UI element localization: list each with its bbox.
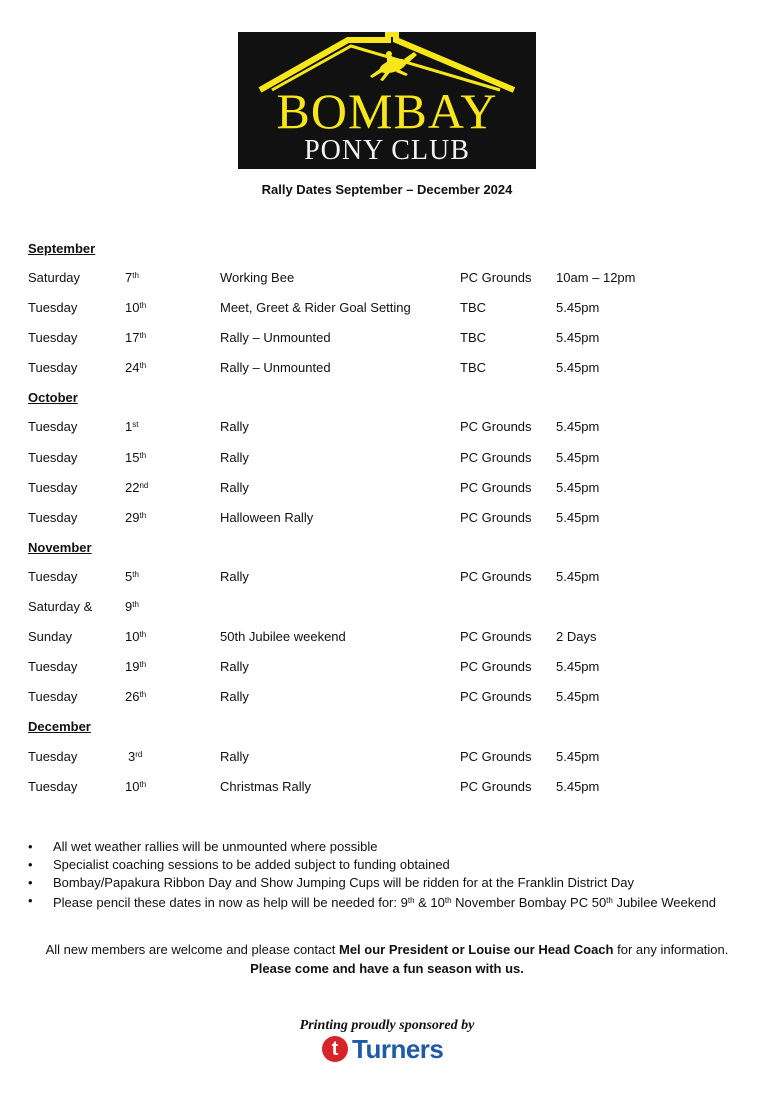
location-cell: PC Grounds (460, 510, 532, 525)
month-heading: October (28, 390, 78, 405)
event-cell: Rally (220, 480, 249, 495)
contact-names: Mel our President or Louise our Head Coach (338, 942, 614, 957)
schedule-row (0, 270, 774, 288)
sponsor-line: Printing proudly sponsored by (299, 1018, 475, 1033)
day-cell: Tuesday (28, 360, 78, 375)
date-cell: 10th (125, 779, 147, 794)
schedule-row (0, 779, 774, 797)
club-logo (238, 32, 536, 169)
event-cell: Meet, Greet & Rider Goal Setting (220, 300, 411, 315)
day-cell: Sunday (28, 629, 73, 644)
date-cell: 24th (125, 360, 147, 375)
time-cell: 5.45pm (556, 779, 600, 794)
location-cell: TBC (460, 360, 486, 375)
note-item: • Specialist coaching sessions to be added subject to funding obtained (28, 856, 758, 874)
day-cell: Tuesday (28, 480, 78, 495)
month-heading: November (28, 540, 92, 555)
schedule-row (0, 419, 774, 437)
event-cell: Halloween Rally (220, 510, 314, 525)
turners-wordmark: Turners (352, 1034, 444, 1064)
time-cell: 5.45pm (556, 450, 600, 465)
event-cell: Rally (220, 419, 249, 434)
event-cell: Rally (220, 569, 249, 584)
date-cell: 9th (125, 599, 139, 614)
time-cell: 5.45pm (556, 419, 600, 434)
note-item: • Please pencil these dates in now as help will be needed for: 9th & 10th November Bombay PC 50th Jubilee Weekend (28, 892, 758, 912)
note-item: • All wet weather rallies will be unmounted where possible (28, 838, 758, 856)
date-cell: 17th (125, 330, 147, 345)
location-cell: PC Grounds (460, 659, 532, 674)
logo-title: BOMBAY (276, 83, 498, 139)
turners-mark-icon: t (322, 1036, 348, 1062)
day-cell: Saturday (28, 270, 81, 285)
location-cell: PC Grounds (460, 569, 532, 584)
event-cell: Rally (220, 689, 249, 704)
location-cell: PC Grounds (460, 779, 532, 794)
schedule-row (0, 480, 774, 498)
page-title: Rally Dates September – December 2024 (261, 182, 513, 197)
month-heading: September (28, 241, 96, 256)
closing-line: Please come and have a fun season with us. (250, 961, 524, 976)
event-cell: Rally (220, 749, 249, 764)
schedule-row (0, 300, 774, 318)
event-cell: Working Bee (220, 270, 295, 285)
month-heading: December (28, 719, 91, 734)
date-cell: 29th (125, 510, 147, 525)
note-item: • Bombay/Papakura Ribbon Day and Show Jumping Cups will be ridden for at the Franklin District Day (28, 874, 758, 892)
day-cell: Tuesday (28, 419, 78, 434)
time-cell: 5.45pm (556, 659, 600, 674)
schedule-row (0, 599, 774, 617)
time-cell: 5.45pm (556, 330, 600, 345)
schedule-row (0, 749, 774, 767)
schedule-row (0, 330, 774, 348)
date-cell: 10th (125, 629, 147, 644)
day-cell: Tuesday (28, 689, 78, 704)
date-cell: 19th (125, 659, 147, 674)
notes-list (28, 838, 758, 912)
schedule-row (0, 360, 774, 378)
day-cell: Tuesday (28, 779, 78, 794)
date-cell: 10th (125, 300, 147, 315)
date-cell: 22nd (125, 480, 149, 495)
logo-subtitle: PONY CLUB (304, 135, 470, 166)
event-cell: Christmas Rally (220, 779, 312, 794)
schedule-row (0, 629, 774, 647)
date-cell: 5th (125, 569, 139, 584)
location-cell: TBC (460, 300, 486, 315)
day-cell: Tuesday (28, 569, 78, 584)
time-cell: 5.45pm (556, 480, 600, 495)
schedule-row (0, 659, 774, 677)
date-cell: 3rd (128, 749, 143, 764)
date-cell: 7th (125, 270, 139, 285)
time-cell: 10am – 12pm (556, 270, 636, 285)
time-cell: 5.45pm (556, 360, 600, 375)
day-cell: Tuesday (28, 510, 78, 525)
location-cell: PC Grounds (460, 419, 532, 434)
event-cell: Rally (220, 659, 249, 674)
schedule-row (0, 450, 774, 468)
location-cell: TBC (460, 330, 486, 345)
day-cell: Saturday & (28, 599, 93, 614)
date-cell: 15th (125, 450, 147, 465)
date-cell: 26th (125, 689, 147, 704)
time-cell: 5.45pm (556, 689, 600, 704)
location-cell: PC Grounds (460, 480, 532, 495)
time-cell: 5.45pm (556, 569, 600, 584)
event-cell: Rally – Unmounted (220, 360, 331, 375)
time-cell: 5.45pm (556, 510, 600, 525)
event-cell: Rally (220, 450, 249, 465)
date-cell: 1st (125, 419, 139, 434)
schedule-row (0, 510, 774, 528)
schedule-row (0, 569, 774, 587)
day-cell: Tuesday (28, 659, 78, 674)
day-cell: Tuesday (28, 749, 78, 764)
event-cell: Rally – Unmounted (220, 330, 331, 345)
welcome-message: All new members are welcome and please contact Mel our President or Louise our Head Coach for any information. Please come and have a fun season with us. (45, 942, 729, 976)
day-cell: Tuesday (28, 450, 78, 465)
day-cell: Tuesday (28, 330, 78, 345)
time-cell: 2 Days (556, 629, 597, 644)
location-cell: PC Grounds (460, 270, 532, 285)
schedule-row (0, 689, 774, 707)
location-cell: PC Grounds (460, 689, 532, 704)
location-cell: PC Grounds (460, 749, 532, 764)
location-cell: PC Grounds (460, 629, 532, 644)
time-cell: 5.45pm (556, 300, 600, 315)
event-cell: 50th Jubilee weekend (220, 629, 346, 644)
day-cell: Tuesday (28, 300, 78, 315)
time-cell: 5.45pm (556, 749, 600, 764)
sponsor-logo (322, 1034, 462, 1064)
location-cell: PC Grounds (460, 450, 532, 465)
